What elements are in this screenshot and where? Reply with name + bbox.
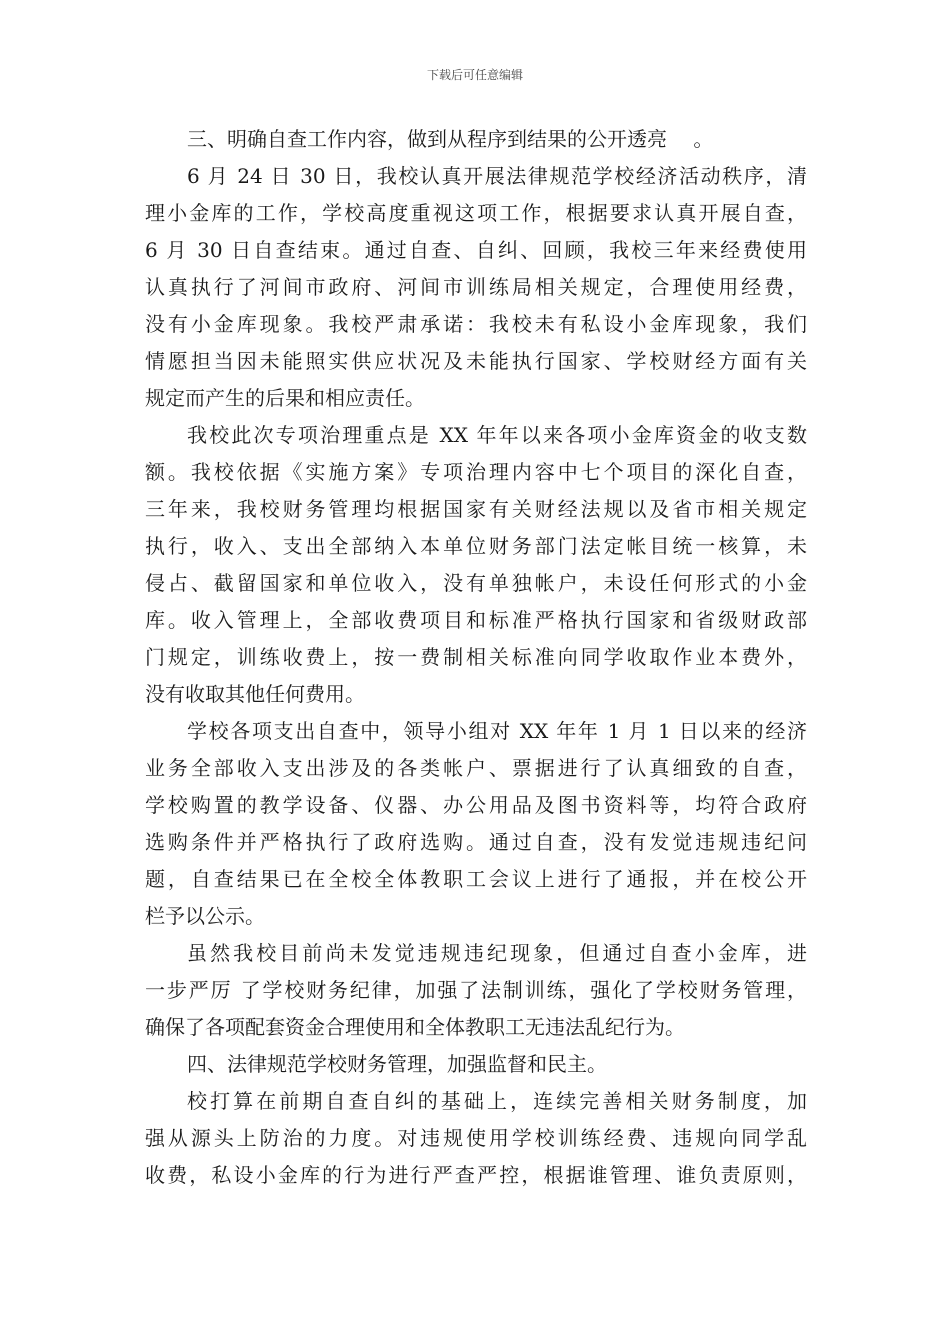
text-line: 校打算在前期自查自纠的基础上，连续完善相关财务制度，加 [187,1089,807,1113]
text-line: 门规定，训练收费上，按一费制相关标准向同学收取作业本费外， [145,645,807,669]
text-line: 认真执行了河间市政府、河间市训练局相关规定，合理使用经费， [145,275,807,299]
text-line: 学校各项支出自查中，领导小组对 XX 年年 1 月 1 日以来的经济 [187,719,807,743]
text-line: 选购条件并严格执行了政府选购。通过自查，没有发觉违规违纪问 [145,830,807,854]
text-line: 业务全部收入支出涉及的各类帐户、票据进行了认真细致的自查， [145,756,807,780]
text-line: 没有收取其他任何费用。 [145,682,365,706]
text-line: 一步严厉 了学校财务纪律，加强了法制训练，强化了学校财务管理， [145,978,807,1002]
text-line: 强从源头上防治的力度。对违规使用学校训练经费、违规向同学乱 [145,1126,807,1150]
text-line: 6 月 30 日自查结束。通过自查、自纠、回顾，我校三年来经费使用 [145,238,807,262]
text-line: 三年来，我校财务管理均根据国家有关财经法规以及省市相关规定 [145,497,807,521]
text-line: 收费，私设小金库的行为进行严查严控，根据谁管理、谁负责原则， [145,1163,807,1187]
text-line: 四、法律规范学校财务管理，加强监督和民主。 [187,1052,607,1076]
text-line: 三、明确自查工作内容，做到从程序到结果的公开透亮 。 [187,127,714,151]
text-line: 理小金库的工作，学校高度重视这项工作，根据要求认真开展自查， [145,201,807,225]
text-line: 确保了各项配套资金合理使用和全体教职工无违法乱纪行为。 [145,1015,685,1039]
text-line: 题，自查结果已在全校全体教职工会议上进行了通报，并在校公开 [145,867,807,891]
text-line: 情愿担当因未能照实供应状况及未能执行国家、学校财经方面有关 [145,349,807,373]
text-line: 执行，收入、支出全部纳入本单位财务部门法定帐目统一核算，未 [145,534,807,558]
text-line: 栏予以公示。 [145,904,265,928]
text-line: 虽然我校目前尚未发觉违规违纪现象，但通过自查小金库，进 [187,941,807,965]
text-line: 额。我校依据《实施方案》专项治理内容中七个项目的深化自查， [145,460,807,484]
text-line: 我校此次专项治理重点是 XX 年年以来各项小金库资金的收支数 [187,423,807,447]
text-line: 规定而产生的后果和相应责任。 [145,386,425,410]
text-line: 侵占、截留国家和单位收入，没有单独帐户，未设任何形式的小金 [145,571,807,595]
text-line: 没有小金库现象。我校严肃承诺：我校未有私设小金库现象，我们 [145,312,807,336]
text-line: 库。收入管理上，全部收费项目和标准严格执行国家和省级财政部 [145,608,807,632]
document-body [145,121,807,1194]
text-line: 学校购置的教学设备、仪器、办公用品及图书资料等，均符合政府 [145,793,807,817]
page-header: 下载后可任意编辑 [426,68,523,82]
text-line: 6 月 24 日 30 日，我校认真开展法律规范学校经济活动秩序，清 [187,164,807,188]
